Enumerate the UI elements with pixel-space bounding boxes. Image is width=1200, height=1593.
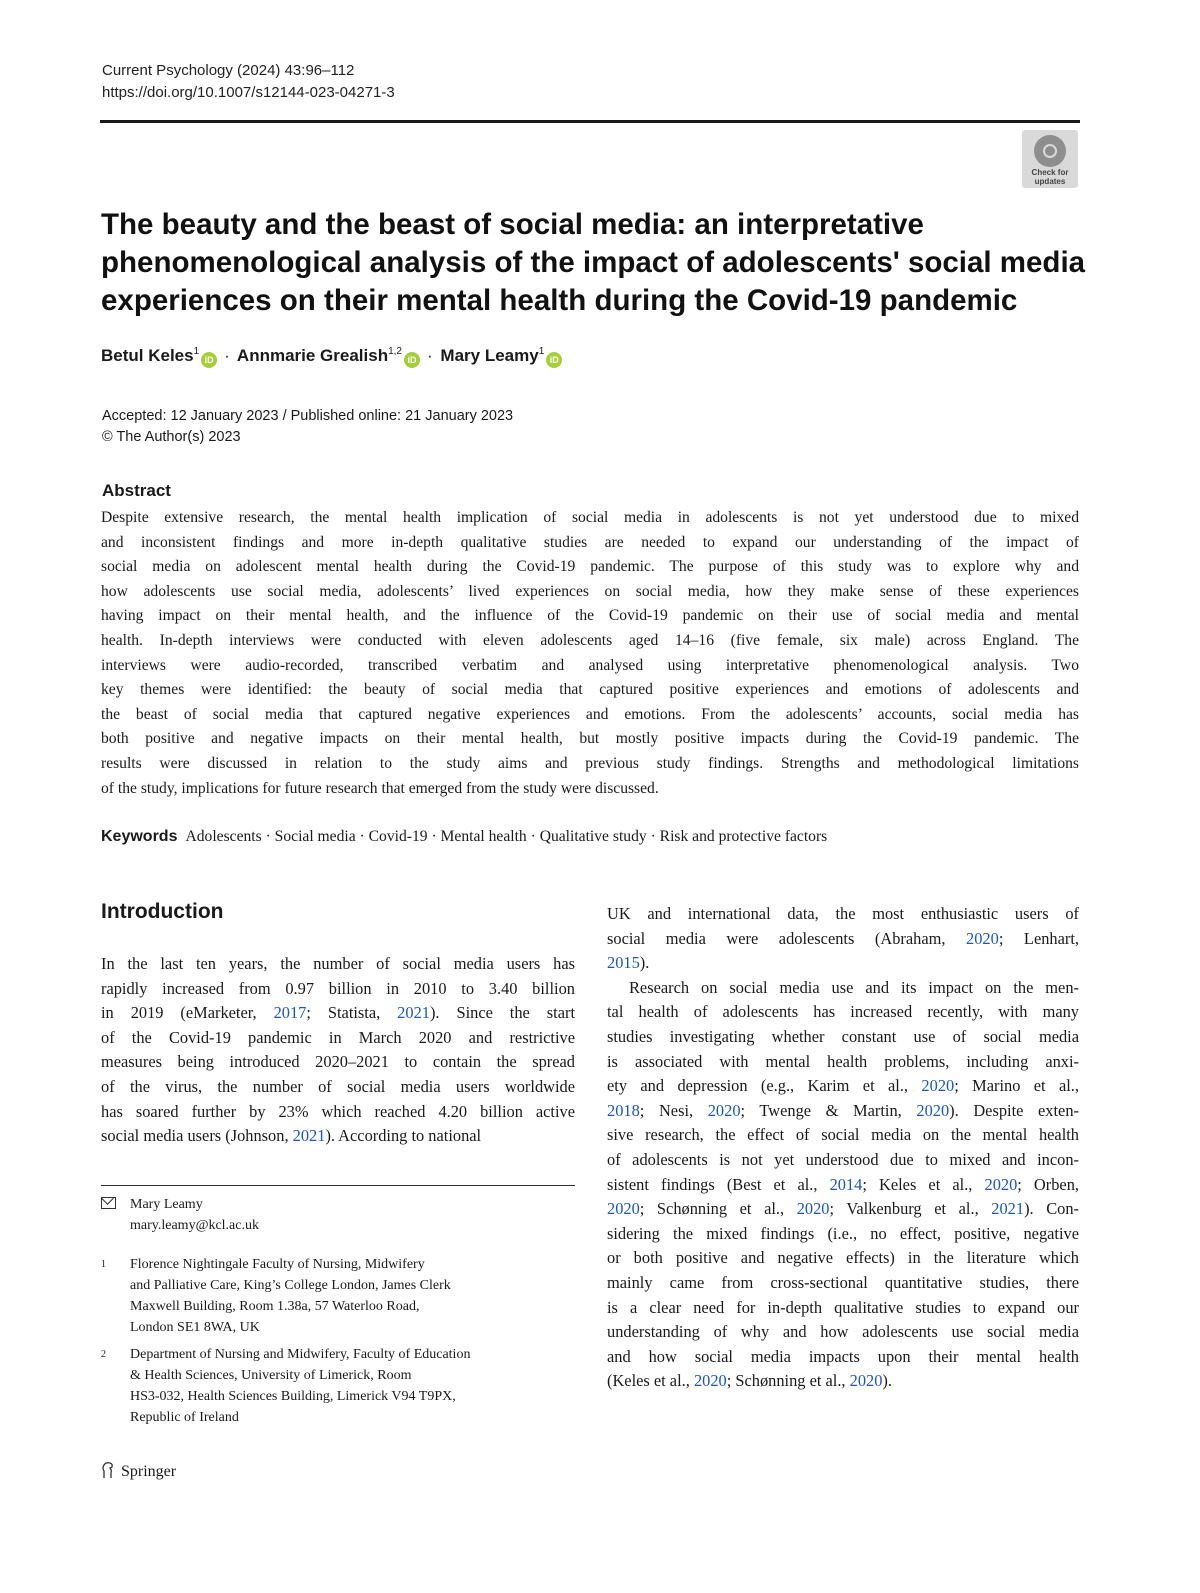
body-line <box>607 1173 1079 1198</box>
body-text: rapidly increased from 0.97 billion in 2010 to 3.40 billion <box>101 978 575 998</box>
title-line: phenomenological analysis of the impact of adolescents' social media <box>101 246 1086 279</box>
body-text: ). Despite exten- <box>949 1100 1079 1120</box>
affiliation-line: London SE1 8WA, UK <box>130 1320 260 1335</box>
author-separator: · <box>427 346 433 365</box>
body-line <box>607 1000 1079 1025</box>
author-name[interactable]: Betul Keles <box>101 346 194 365</box>
author-separator: · <box>224 346 230 365</box>
abstract-line: having impact on their mental health, and the influence of the Covid-19 pandemic on their use of social media and mental <box>101 607 1079 625</box>
body-text: ). Since the start <box>429 1003 575 1023</box>
body-text: tal health of adolescents has increased recently, with many <box>607 1002 1079 1022</box>
body-text: In the last ten years, the number of social media users has <box>101 954 575 973</box>
body-text: is a clear need for in-depth qualitative studies to expand our <box>607 1297 1079 1317</box>
author-name[interactable]: Mary Leamy <box>440 346 539 365</box>
body-column-left <box>101 952 575 1149</box>
affiliation-line: Maxwell Building, Room 1.38a, 57 Waterloo Road, <box>130 1299 420 1314</box>
check-updates-icon <box>1034 135 1066 167</box>
body-text: understanding of why and how adolescents use social media <box>607 1322 1079 1342</box>
body-line <box>101 977 575 1002</box>
affiliation-line: Florence Nightingale Faculty of Nursing, Midwifery <box>130 1257 425 1272</box>
contact-email[interactable]: mary.leamy@kcl.ac.uk <box>130 1218 259 1233</box>
body-text: is associated with mental health problems, including anxi- <box>607 1051 1079 1071</box>
body-line <box>607 951 1079 976</box>
body-text: ; Marino et al., <box>954 1076 1080 1096</box>
abstract-line: both positive and negative impacts on their mental health, but mostly positive impacts during the Covid-19 pandemic. The <box>101 730 1079 748</box>
body-line <box>607 1050 1079 1075</box>
body-line <box>607 1246 1079 1271</box>
body-text: ; Keles et al., <box>862 1174 985 1194</box>
body-text: measures being introduced 2020–2021 to contain the spread <box>101 1052 575 1072</box>
article-title <box>101 206 1086 320</box>
body-text: UK and international data, the most enthusiastic users of <box>607 904 1079 923</box>
citation-link[interactable]: 2020 <box>796 1199 830 1219</box>
citation-link[interactable]: 2018 <box>607 1100 640 1120</box>
title-line: experiences on their mental health during the Covid-19 pandemic <box>101 284 1018 317</box>
abstract-line: Despite extensive research, the mental health implication of social media in adolescents is not yet understood due to mixed <box>101 509 1079 526</box>
author-list <box>101 346 566 368</box>
body-line <box>607 1123 1079 1148</box>
body-line <box>607 1271 1079 1296</box>
affiliation-line: Republic of Ireland <box>130 1410 239 1425</box>
orcid-icon[interactable]: iD <box>546 352 562 368</box>
citation-link[interactable]: 2020 <box>849 1371 883 1391</box>
body-text: ; Nesi, <box>639 1100 708 1120</box>
body-text: ). <box>639 953 650 973</box>
citation-link[interactable]: 2021 <box>397 1003 430 1023</box>
citation-link[interactable]: 2014 <box>829 1174 863 1194</box>
keywords-text: Adolescents · Social media · Covid-19 · Mental health · Qualitative study · Risk and protective factors <box>185 828 828 845</box>
keywords-label: Keywords <box>101 828 178 845</box>
body-line <box>101 1124 575 1149</box>
body-text: and how social media impacts upon their mental health <box>607 1346 1079 1366</box>
body-line <box>607 1099 1079 1124</box>
body-text: ; Schønning et al., <box>726 1371 850 1391</box>
contact-name: Mary Leamy <box>130 1197 203 1212</box>
abstract-line: interviews were audio-recorded, transcribed verbatim and analysed using interpretative phenomenological analysis. Two <box>101 656 1079 674</box>
body-line <box>607 1148 1079 1173</box>
journal-header <box>102 60 395 104</box>
title-line: The beauty and the beast of social media: an interpretative <box>101 208 924 241</box>
abstract-line: how adolescents use social media, adolescents’ lived experiences on social media, how they make sense of these experiences <box>101 582 1079 600</box>
body-text: in 2019 (eMarketer, <box>101 1003 274 1023</box>
body-column-right <box>607 902 1079 1394</box>
copyright-line: © The Author(s) 2023 <box>102 429 241 445</box>
author-affiliation: 1 <box>193 346 200 357</box>
body-line <box>607 1197 1079 1222</box>
abstract-line: health. In-depth interviews were conducted with eleven adolescents aged 14–16 (five female, six male) across England. The <box>101 631 1079 649</box>
body-text: ; Valkenburg et al., <box>829 1199 992 1219</box>
citation-link[interactable]: 2021 <box>991 1199 1025 1219</box>
body-line <box>101 1026 575 1051</box>
affiliation-number: 1 <box>101 1259 106 1270</box>
affiliation-number: 2 <box>101 1349 106 1360</box>
author-name[interactable]: Annmarie Grealish <box>236 346 389 365</box>
citation-link[interactable]: 2020 <box>916 1100 950 1120</box>
body-line <box>607 902 1079 927</box>
abstract-line: key themes were identified: the beauty of social media that captured positive experiences and emotions of adolescents and <box>101 681 1079 699</box>
keywords <box>101 828 827 846</box>
affiliation-line: & Health Sciences, University of Limerick, Room <box>130 1368 412 1383</box>
body-line <box>607 976 1079 1001</box>
body-text: ). According to national <box>325 1126 482 1146</box>
affiliation-line: Department of Nursing and Midwifery, Faculty of Education <box>130 1347 471 1362</box>
body-text: studies investigating whether constant use of social media <box>607 1026 1079 1046</box>
abstract-line: and inconsistent findings and more in-depth qualitative studies are needed to expand our understanding of the impact of <box>101 533 1079 551</box>
abstract-line: social media on adolescent mental health during the Covid-19 pandemic. The purpose of this study was to explore why and <box>101 558 1079 576</box>
body-text: of the Covid-19 pandemic in March 2020 and restrictive <box>101 1027 575 1047</box>
body-line <box>101 1100 575 1125</box>
body-line <box>101 1050 575 1075</box>
body-line <box>607 1345 1079 1370</box>
orcid-icon[interactable]: iD <box>404 352 420 368</box>
body-text: has soared further by 23% which reached 4.20 billion active <box>101 1101 575 1121</box>
body-text: sistent findings (Best et al., <box>607 1174 830 1194</box>
citation-link[interactable]: 2021 <box>292 1126 326 1146</box>
citation-link[interactable]: 2020 <box>693 1371 727 1391</box>
body-line <box>607 927 1079 952</box>
body-line <box>607 1296 1079 1321</box>
check-updates-label: Check for updates <box>1031 168 1069 186</box>
citation-link[interactable]: 2020 <box>707 1100 741 1120</box>
body-line <box>607 1025 1079 1050</box>
abstract-line: the beast of social media that captured negative experiences and emotions. From the adolescents’ accounts, social media has <box>101 705 1079 723</box>
citation-link[interactable]: 2020 <box>966 928 999 948</box>
body-text: mainly came from cross-sectional quantitative studies, there <box>607 1272 1079 1292</box>
envelope-icon <box>101 1197 116 1209</box>
affiliation-line: and Palliative Care, King’s College London, James Clerk <box>130 1278 451 1293</box>
publication-dates <box>102 406 513 448</box>
body-text: of the virus, the number of social media users worldwide <box>101 1076 575 1096</box>
body-line <box>607 1222 1079 1247</box>
body-line <box>101 1001 575 1026</box>
body-text: of adolescents is not yet understood due to mixed and incon- <box>607 1149 1079 1169</box>
body-line <box>607 1074 1079 1099</box>
journal-citation: Current Psychology (2024) 43:96–112 <box>102 62 355 79</box>
body-line <box>607 1320 1079 1345</box>
check-for-updates-badge[interactable] <box>1022 130 1078 188</box>
abstract-line: results were discussed in relation to the study aims and previous study findings. Strengths and methodological limitations <box>101 754 1079 772</box>
body-line <box>607 1369 1079 1394</box>
body-text: ; Statista, <box>306 1003 398 1023</box>
author-affiliation: 1 <box>538 346 545 357</box>
body-text: ; Lenhart, <box>998 928 1079 948</box>
body-text: ). Con- <box>1024 1199 1080 1219</box>
abstract-body <box>101 506 1079 801</box>
springer-horse-icon <box>101 1461 115 1479</box>
header-rule <box>100 120 1080 123</box>
introduction-heading: Introduction <box>101 900 224 923</box>
body-text: ; Twenge & Martin, <box>740 1100 917 1120</box>
footnote-rule <box>101 1185 575 1186</box>
body-text: ; Orben, <box>1017 1174 1079 1194</box>
citation-link[interactable]: 2020 <box>921 1076 955 1096</box>
body-line <box>101 1075 575 1100</box>
body-text: ). <box>882 1371 892 1391</box>
body-text: ; Schønning et al., <box>639 1199 797 1219</box>
abstract-heading: Abstract <box>102 481 171 500</box>
body-text: or both positive and negative effects) in the literature which <box>607 1248 1079 1268</box>
citation-link[interactable]: 2020 <box>984 1174 1018 1194</box>
affiliation-line: HS3-032, Health Sciences Building, Limerick V94 T9PX, <box>130 1389 456 1404</box>
body-text: sive research, the effect of social media on the mental health <box>607 1125 1079 1145</box>
accepted-published-date: Accepted: 12 January 2023 / Published online: 21 January 2023 <box>102 408 514 424</box>
orcid-icon[interactable]: iD <box>201 352 217 368</box>
body-line <box>101 952 575 977</box>
body-text: sidering the mixed findings (i.e., no effect, positive, negative <box>607 1223 1079 1243</box>
publisher-mark <box>101 1461 176 1481</box>
citation-link[interactable]: 2015 <box>607 953 640 973</box>
body-text: social media were adolescents (Abraham, <box>607 928 967 948</box>
citation-link[interactable]: 2020 <box>607 1199 640 1219</box>
citation-link[interactable]: 2017 <box>273 1003 307 1023</box>
doi-link[interactable]: https://doi.org/10.1007/s12144-023-04271-3 <box>102 84 395 101</box>
body-text: (Keles et al., <box>607 1371 694 1391</box>
abstract-line: of the study, implications for future research that emerged from the study were discussed. <box>101 779 659 797</box>
publisher-name: Springer <box>121 1463 177 1480</box>
body-text: ety and depression (e.g., Karim et al., <box>607 1076 922 1096</box>
body-text: Research on social media use and its impact on the men- <box>629 977 1079 997</box>
body-text: social media users (Johnson, <box>101 1126 293 1146</box>
author-affiliation: 1,2 <box>388 346 402 357</box>
